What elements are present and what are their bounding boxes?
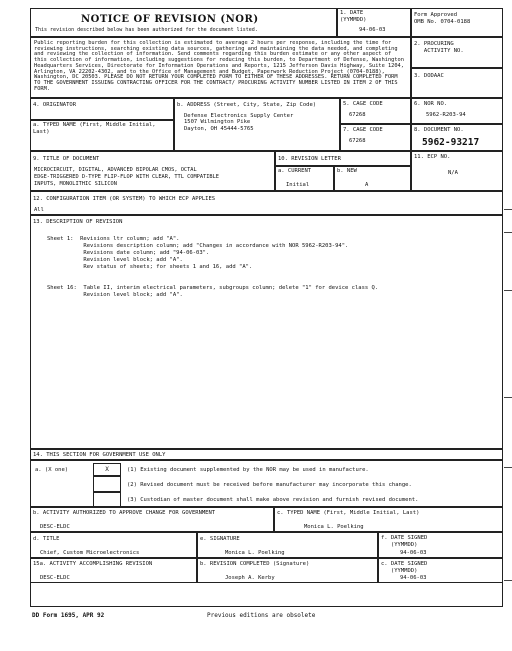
box14d-title[interactable]	[31, 532, 197, 558]
box4b-address[interactable]	[174, 98, 340, 151]
option3-text: (3) Custodian of master document shall make above revision and furnish revised document.	[127, 497, 419, 503]
box14c-typed-name[interactable]	[274, 507, 502, 532]
option1-checkbox[interactable]	[93, 463, 121, 476]
box9-title-of-document[interactable]	[31, 151, 275, 191]
form-subtitle: This revision described below has been authorized for the document listed.	[35, 27, 258, 33]
margin-tick	[504, 209, 512, 210]
box10a-current[interactable]	[275, 166, 334, 191]
box4a-label: a. TYPED NAME (First, Middle Initial, Last)	[33, 122, 156, 135]
box14c-label: c. TYPED NAME (First, Middle Initial, Last)	[277, 510, 420, 516]
margin-tick	[504, 467, 512, 468]
box14e-signature[interactable]	[197, 532, 378, 558]
revision-line: Revisions date column; add "94-06-03".	[47, 250, 210, 256]
box14f-value: 94-06-03	[400, 550, 427, 556]
box7-value: 67268	[349, 137, 366, 144]
box8-document-no[interactable]	[411, 124, 502, 151]
box13-label: 13. DESCRIPTION OF REVISION	[33, 219, 123, 225]
box3-dodaac[interactable]	[411, 68, 502, 98]
box11-ecp-no[interactable]	[411, 151, 502, 191]
box4a-typed-name[interactable]	[31, 120, 174, 151]
box4-label: 4. ORIGINATOR	[33, 102, 77, 108]
box10a-label: a. CURRENT	[278, 168, 312, 174]
box14c-value: Monica L. Poelking	[304, 524, 364, 530]
box14a-label: a. (X one)	[35, 467, 69, 473]
box6-label: 6. NOR NO.	[414, 101, 448, 107]
option2-checkbox[interactable]	[93, 476, 121, 492]
box15b-revision-completed[interactable]	[197, 558, 378, 583]
box14f-date-signed[interactable]	[378, 532, 502, 558]
revision-line: Rev status of sheets; for sheets 1 and 16, add "A".	[47, 264, 253, 270]
box2-label: 2. PROCURING ACTIVITY NO.	[414, 41, 464, 54]
header-title-cell	[31, 9, 337, 37]
box14d-label: d. TITLE	[33, 536, 60, 542]
box14b-value: DESC-ELDC	[40, 524, 70, 530]
box7-cage-code[interactable]	[340, 124, 411, 151]
option2-text: (2) Revised document must be received before manufacturer may incorporate this change.	[127, 482, 412, 488]
box11-value: N/A	[448, 169, 458, 176]
box13-description[interactable]	[31, 215, 502, 449]
revision-line: Revision level block; add "A".	[47, 292, 183, 298]
box12-label: 12. CONFIGURATION ITEM (OR SYSTEM) TO WHICH ECP APPLIES	[33, 196, 216, 202]
box15a-value: DESC-ELDC	[40, 575, 70, 581]
box14b-activity[interactable]	[31, 507, 274, 532]
box10b-label: b. NEW	[337, 168, 357, 174]
box2-procuring-activity[interactable]	[411, 37, 502, 68]
box10-revision-letter	[275, 151, 411, 166]
revision-line: Sheet 1: Revisions ltr column; add "A".	[47, 236, 180, 242]
option1-x-mark: X	[105, 466, 109, 473]
footer-note: Previous editions are obsolete	[207, 612, 316, 619]
box8-label: 8. DOCUMENT NO.	[414, 127, 464, 133]
box8-value: 5962-93217	[422, 137, 480, 148]
box6-nor-no[interactable]	[411, 98, 502, 124]
margin-tick	[504, 232, 512, 233]
box1-label: 1. DATE (YYMMDD)	[340, 10, 367, 23]
box14e-value: Monica L. Poelking	[225, 550, 285, 556]
box4b-value: Defense Electronics Supply Center 1507 Wilmington Pike Dayton, OH 45444-5765	[184, 112, 294, 132]
box3-label: 3. DODAAC	[414, 73, 444, 79]
box15b-value: Joseph A. Kerby	[225, 575, 275, 581]
box5-cage-code[interactable]	[340, 98, 411, 124]
margin-tick	[504, 580, 512, 581]
box14b-label: b. ACTIVITY AUTHORIZED TO APPROVE CHANGE FOR GOVERNMENT	[33, 510, 216, 516]
box5-label: 5. CAGE CODE	[343, 101, 383, 107]
box15c-value: 94-06-03	[400, 575, 427, 581]
revision-line	[47, 271, 378, 285]
burden-statement	[31, 37, 411, 98]
box10a-value: Initial	[286, 181, 310, 188]
box15a-activity-accomplishing[interactable]	[31, 558, 197, 583]
box1-date[interactable]	[337, 9, 411, 37]
box15b-label: b. REVISION COMPLETED (Signature)	[200, 561, 310, 567]
option3-checkbox[interactable]	[93, 492, 121, 507]
box15c-date-signed[interactable]	[378, 558, 502, 583]
box14e-label: e. SIGNATURE	[200, 536, 240, 542]
revision-line: Sheet 16: Table II, interim electrical parameters, subgroups column; delete "1" for device class Q.	[47, 285, 379, 291]
form-approved	[411, 9, 502, 37]
form-title: NOTICE OF REVISION (NOR)	[81, 14, 259, 25]
margin-tick	[504, 397, 512, 398]
revision-line: Revision level block; add "A".	[47, 257, 183, 263]
box9-label: 9. TITLE OF DOCUMENT	[33, 156, 100, 162]
revision-line: Revisions description column; add "Changes in accordance with NOR 5962-R203-94".	[47, 243, 349, 249]
box15a-label: 15a. ACTIVITY ACCOMPLISHING REVISION	[33, 561, 153, 567]
margin-tick	[504, 290, 512, 291]
box12-value: All	[34, 206, 44, 213]
box9-value: MICROCIRCUIT, DIGITAL, ADVANCED BIPOLAR CMOS, OCTAL EDGE-TRIGGERED D-TYPE FLIP-FLOP WITH CLEAR, TTL COMPATIBLE INPUTS, MONOLITHIC SILICON	[34, 166, 219, 187]
box5-value: 67268	[349, 111, 366, 118]
footer-form-id: DD Form 1695, APR 92	[32, 612, 105, 619]
box7-label: 7. CAGE CODE	[343, 127, 383, 133]
box10b-value: A	[365, 181, 369, 188]
box10-label: 10. REVISION LETTER	[278, 156, 341, 162]
box4b-label: b. ADDRESS (Street, City, State, Zip Code)	[177, 102, 317, 108]
box11-label: 11. ECP NO.	[414, 154, 451, 160]
option1-text: (1) Existing document supplemented by the NOR may be used in manufacture.	[127, 467, 369, 473]
box15c-label: c. DATE SIGNED (YYMMDD)	[381, 561, 428, 574]
box10b-new[interactable]	[334, 166, 411, 191]
form-approved-text: Form Approved OMB No. 0704-0188	[414, 12, 471, 25]
box14-header	[31, 449, 502, 460]
nor-form	[30, 8, 503, 607]
box4-originator	[31, 98, 174, 120]
box6-value: 5962-R203-94	[426, 111, 466, 118]
revision-lines	[47, 236, 378, 299]
box14d-value: Chief, Custom Microelectronics	[40, 550, 140, 556]
box14-label: 14. THIS SECTION FOR GOVERNMENT USE ONLY	[33, 452, 166, 458]
burden-text: Public reporting burden for this collection is estimated to average 2 hours per response, including the time for reviewing instructions, searching existing data sources, gathering and maintaining the data needed, and completing and reviewing the collection of information. Send comments regarding this burden estimate or any other aspect of this collection of information, including suggestions for reducing this burden, to Department of Defense, Washington Headquarters Services, Directorate for Information Operations and Reports, 1215 Jefferson Davis Highway, Suite 1204, Arlington, VA 22202-4302, and to the Office of Management and Budget, Paperwork Reduction Project (0704-0188), Washington, DC 20503. PLEASE DO NOT RETURN YOUR COMPLETED FORM TO EITHER OF THESE ADDRESSES. RETURN COMPLETED FORM TO THE GOVERNMENT ISSUING CONTRACTING OFFICER FOR THE CONTRACT/ PROCURING ACTIVITY NUMBER LISTED IN ITEM 2 OF THIS FORM.	[34, 40, 404, 92]
box14a-x-one	[31, 460, 502, 507]
box14f-label: f. DATE SIGNED (YYMMDD)	[381, 535, 428, 548]
box1-value: 94-06-03	[359, 27, 386, 33]
box12-configuration-item[interactable]	[31, 191, 502, 215]
